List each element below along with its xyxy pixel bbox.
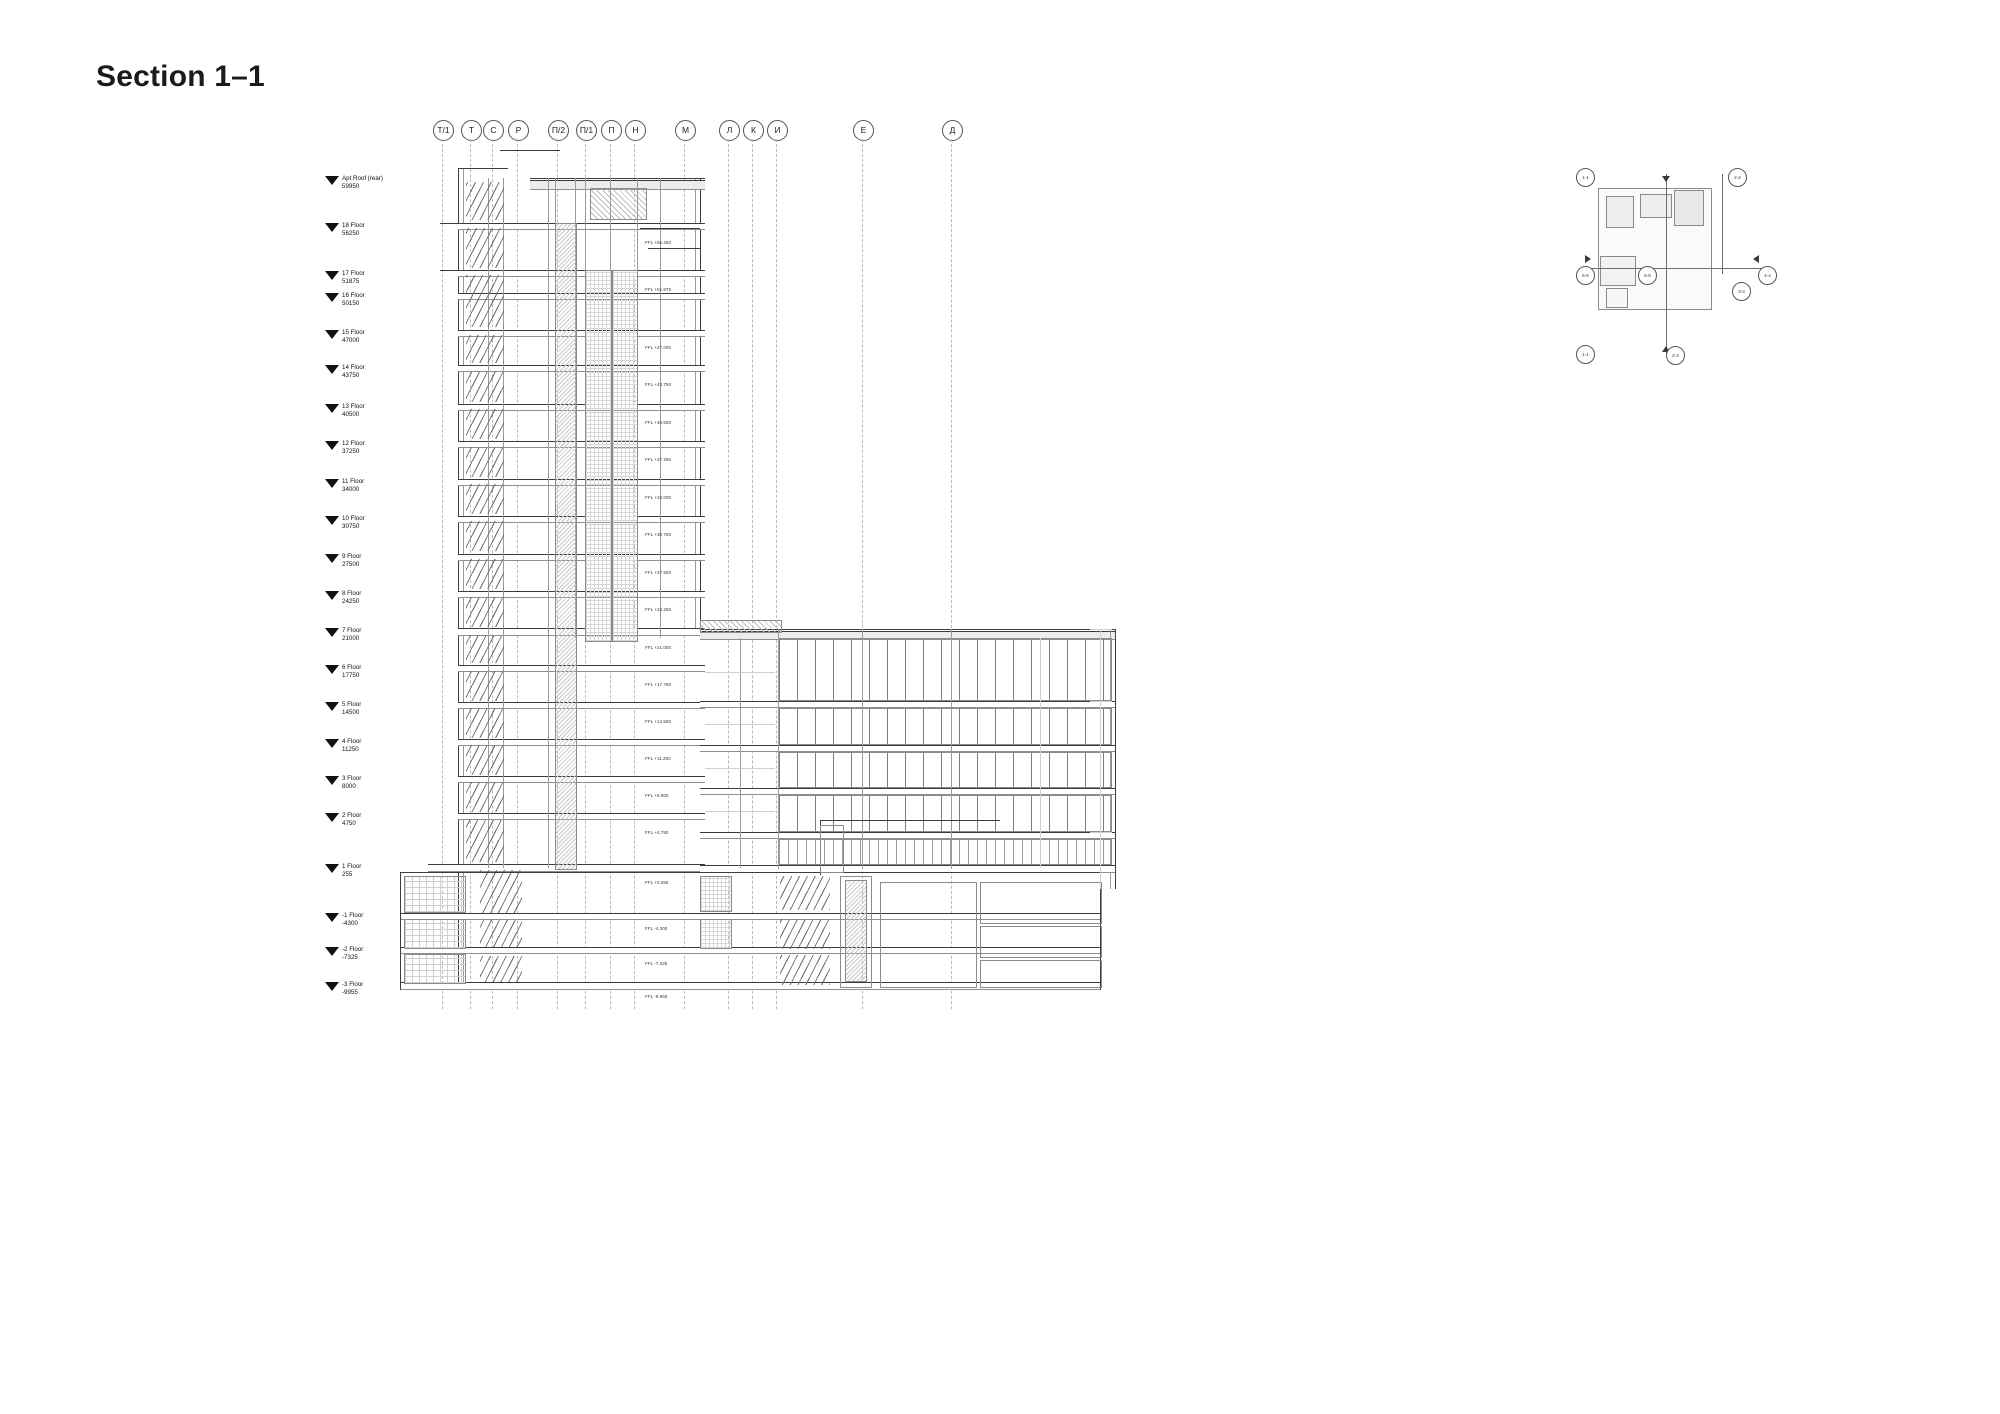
level-elevation: -7325 — [342, 953, 358, 961]
podium-roof-hatch — [700, 620, 782, 633]
level-elevation: 24250 — [342, 597, 360, 605]
grid-bubble: П — [601, 120, 622, 141]
basement-core-hatch — [845, 880, 867, 982]
dimension-tick — [1090, 629, 1112, 630]
grid-bubble: Н — [625, 120, 646, 141]
ground-line — [400, 872, 1100, 873]
podium-partition — [862, 629, 863, 869]
level-name: -2 Floor — [342, 946, 364, 953]
ceiling-line — [705, 811, 775, 812]
podium-partition — [1040, 638, 1041, 868]
note-tag: FFL +51.875 — [645, 287, 672, 292]
basement-shaft — [700, 876, 732, 912]
canopy — [640, 228, 700, 229]
stair-flight — [480, 870, 522, 914]
note-tag: FFL -9.955 — [645, 994, 668, 999]
level-name: 10 Floor — [342, 515, 365, 522]
level-elevation: -9955 — [342, 988, 358, 996]
note-tag: FFL +43.750 — [645, 382, 672, 387]
stair-flight — [466, 708, 504, 738]
stair-flight — [466, 782, 504, 812]
section-arrow-icon — [1753, 255, 1759, 263]
level-arrow-icon — [325, 330, 339, 339]
stair-flight — [466, 275, 504, 327]
grid-bubble: Р — [508, 120, 529, 141]
roof-slab — [530, 178, 705, 179]
level-arrow-icon — [325, 702, 339, 711]
dimension-tick — [1090, 701, 1112, 702]
level-name: 4 Floor — [342, 738, 362, 745]
level-name: 14 Floor — [342, 364, 365, 371]
grid-bubble: И — [767, 120, 788, 141]
note-tag: FFL +4.750 — [645, 830, 669, 835]
note-tag: FFL +30.750 — [645, 532, 672, 537]
level-arrow-icon — [325, 739, 339, 748]
tower-partition — [660, 178, 661, 638]
level-marker — [325, 664, 361, 679]
note-tag: FFL +40.500 — [645, 420, 672, 425]
level-name: 6 Floor — [342, 664, 362, 671]
grid-bubble: Е — [853, 120, 874, 141]
podium-partition — [951, 629, 952, 869]
grid-bubble: П/2 — [548, 120, 569, 141]
level-arrow-icon — [325, 982, 339, 991]
level-markers — [325, 120, 435, 1220]
podium-floor-slab — [700, 832, 1115, 839]
note-tag: FFL +21.000 — [645, 645, 672, 650]
note-tag: FFL +17.750 — [645, 682, 672, 687]
level-name: 15 Floor — [342, 329, 365, 336]
note-tag: FFL +8.000 — [645, 793, 669, 798]
basement-fill — [404, 876, 466, 913]
grid-line — [776, 139, 777, 1009]
note-tag: FFL +24.250 — [645, 607, 672, 612]
curtain-wall-glazing — [778, 708, 1112, 745]
parapet-line — [500, 150, 560, 151]
level-elevation: 8000 — [342, 782, 356, 790]
level-marker — [325, 515, 365, 530]
level-name: 17 Floor — [342, 270, 365, 277]
level-marker — [325, 738, 361, 753]
level-marker — [325, 403, 365, 418]
basement-room — [980, 926, 1102, 958]
level-elevation: 4750 — [342, 819, 356, 827]
page-title: Section 1–1 — [96, 60, 265, 93]
stair-flight — [466, 447, 504, 477]
key-plan-frame — [1570, 160, 1770, 390]
key-plan-marker: 2-2 — [1666, 346, 1685, 365]
section-arrow-icon — [1585, 255, 1591, 263]
level-arrow-icon — [325, 441, 339, 450]
floor-slab — [458, 813, 705, 820]
grid-bubble: Д — [942, 120, 963, 141]
level-elevation: 47000 — [342, 336, 360, 344]
podium-floor-slab — [700, 701, 1115, 708]
grid-line — [951, 139, 952, 1009]
podium-partition — [778, 629, 779, 869]
level-elevation: 21000 — [342, 634, 360, 642]
level-arrow-icon — [325, 947, 339, 956]
note-tag: FFL +56.250 — [645, 240, 672, 245]
basement-fill — [404, 919, 466, 949]
balcony-slab — [440, 270, 462, 271]
key-plan-section-line — [1666, 174, 1667, 354]
level-elevation: 51875 — [342, 277, 360, 285]
key-plan-marker: 1-1 — [1576, 345, 1595, 364]
level-name: 9 Floor — [342, 553, 362, 560]
stair-flight — [466, 745, 504, 775]
lift-shaft — [585, 270, 612, 642]
stair-flight — [466, 559, 504, 589]
key-plan-block — [1600, 256, 1636, 286]
ceiling-line — [705, 672, 775, 673]
ceiling-line — [705, 724, 775, 725]
level-elevation: 50150 — [342, 299, 360, 307]
note-tag: FFL +0.255 — [645, 880, 669, 885]
level-arrow-icon — [325, 665, 339, 674]
level-marker — [325, 627, 361, 642]
roof-line — [458, 168, 508, 169]
basement-room — [880, 882, 977, 988]
curtain-wall-glazing — [778, 638, 1112, 701]
level-marker — [325, 701, 361, 716]
stair-flight — [466, 484, 504, 514]
level-marker — [325, 553, 361, 568]
basement-wall-left — [400, 872, 401, 990]
grid-bubble: Т/1 — [433, 120, 454, 141]
dimension-line — [1100, 629, 1101, 889]
level-name: 2 Floor — [342, 812, 362, 819]
level-elevation: 34000 — [342, 485, 360, 493]
grid-bubble: П/1 — [576, 120, 597, 141]
ceiling-line — [705, 768, 775, 769]
level-marker — [325, 981, 363, 996]
level-marker — [325, 292, 365, 307]
stair-flight — [466, 521, 504, 551]
lobby-shaft — [820, 825, 844, 873]
key-plan-section-line — [1722, 174, 1723, 274]
section-arrow-icon — [1662, 176, 1670, 182]
level-arrow-icon — [325, 628, 339, 637]
level-elevation: 255 — [342, 870, 353, 878]
key-plan — [1570, 160, 1770, 390]
stair-flight — [466, 228, 504, 268]
level-marker — [325, 440, 365, 455]
roof-plant-hatch — [590, 188, 647, 220]
level-elevation: 30750 — [342, 522, 360, 530]
key-plan-marker: 1-1 — [1576, 168, 1595, 187]
grid-line — [752, 139, 753, 1009]
tower-partition — [548, 178, 549, 868]
grid-bubble: Л — [719, 120, 740, 141]
level-arrow-icon — [325, 776, 339, 785]
level-elevation: 14500 — [342, 708, 360, 716]
grid-bubble: М — [675, 120, 696, 141]
key-plan-block — [1606, 196, 1634, 228]
key-plan-marker: 6-6 — [1576, 266, 1595, 285]
podium-floor-slab — [700, 788, 1115, 795]
note-tag: FFL -7.325 — [645, 961, 668, 966]
level-name: Apt Roof (rear) — [342, 175, 383, 182]
level-arrow-icon — [325, 813, 339, 822]
level-name: 5 Floor — [342, 701, 362, 708]
level-marker — [325, 329, 365, 344]
note-tag: FFL -4.300 — [645, 926, 668, 931]
level-name: -3 Floor — [342, 981, 364, 988]
level-arrow-icon — [325, 404, 339, 413]
level-marker — [325, 812, 361, 827]
key-plan-marker: 4-4 — [1758, 266, 1777, 285]
key-plan-block — [1640, 194, 1672, 218]
level-marker — [325, 270, 365, 285]
basement-ramp — [780, 955, 830, 985]
level-arrow-icon — [325, 516, 339, 525]
podium-right-wall — [1115, 629, 1116, 889]
basement-room — [980, 960, 1102, 988]
level-elevation: 17750 — [342, 671, 360, 679]
note-tag: FFL +11.250 — [645, 756, 671, 761]
level-arrow-icon — [325, 591, 339, 600]
level-name: 8 Floor — [342, 590, 362, 597]
stair-flight — [466, 409, 504, 439]
level-name: 1 Floor — [342, 863, 362, 870]
key-plan-block — [1606, 288, 1628, 308]
stair-flight — [466, 182, 504, 220]
stair-flight — [466, 372, 504, 402]
level-arrow-icon — [325, 223, 339, 232]
level-elevation: -4300 — [342, 919, 358, 927]
stair-flight — [466, 820, 504, 862]
level-name: 3 Floor — [342, 775, 362, 782]
level-name: 7 Floor — [342, 627, 362, 634]
section-drawing — [342, 120, 1460, 1270]
level-elevation: 43750 — [342, 371, 360, 379]
level-marker — [325, 364, 365, 379]
grid-bubble: Т — [461, 120, 482, 141]
floor-slab — [458, 365, 705, 372]
note-tag: FFL +37.250 — [645, 457, 672, 462]
stair-flight — [466, 635, 504, 663]
stair-flight — [466, 335, 504, 363]
level-elevation: 37250 — [342, 447, 360, 455]
level-arrow-icon — [325, 864, 339, 873]
level-marker — [325, 590, 361, 605]
level-name: 16 Floor — [342, 292, 365, 299]
level-elevation: 11250 — [342, 745, 359, 753]
level-name: 18 Floor — [342, 222, 365, 229]
note-tag: FFL +34.000 — [645, 495, 672, 500]
level-elevation: 40500 — [342, 410, 360, 418]
key-plan-marker: 3-3 — [1732, 282, 1751, 301]
note-tag: FFL +27.500 — [645, 570, 672, 575]
lobby-ceiling — [820, 820, 1000, 821]
level-arrow-icon — [325, 293, 339, 302]
lift-shaft — [612, 270, 638, 642]
level-arrow-icon — [325, 554, 339, 563]
stair-flight — [466, 671, 504, 701]
key-plan-marker: 2-2 — [1728, 168, 1747, 187]
level-marker — [325, 775, 361, 790]
stair-flight — [466, 597, 504, 627]
basement-room — [980, 882, 1102, 924]
core-wall-hatch — [555, 223, 577, 870]
balcony-slab — [440, 223, 462, 224]
basement-ramp — [780, 919, 830, 949]
level-arrow-icon — [325, 365, 339, 374]
key-plan-marker: 5-5 — [1638, 266, 1657, 285]
level-marker — [325, 175, 383, 190]
grid-bubble: С — [483, 120, 504, 141]
level-elevation: 27500 — [342, 560, 360, 568]
dimension-tick — [1090, 832, 1112, 833]
level-arrow-icon — [325, 479, 339, 488]
level-marker — [325, 478, 364, 493]
level-arrow-icon — [325, 176, 339, 185]
key-plan-block — [1674, 190, 1704, 226]
basement-ramp — [780, 876, 830, 910]
note-tag: FFL +14.500 — [645, 719, 672, 724]
basement-fill — [404, 954, 466, 984]
level-name: 11 Floor — [342, 478, 365, 485]
canopy — [648, 248, 700, 249]
grid-bubble: К — [743, 120, 764, 141]
key-plan-section-line — [1582, 268, 1762, 269]
level-marker — [325, 863, 361, 878]
curtain-wall-glazing — [778, 752, 1112, 788]
note-tag: FFL +47.000 — [645, 345, 672, 350]
level-arrow-icon — [325, 271, 339, 280]
level-arrow-icon — [325, 913, 339, 922]
level-elevation: 56250 — [342, 229, 360, 237]
basement-shaft — [700, 919, 732, 949]
level-name: 12 Floor — [342, 440, 365, 447]
podium-floor-slab — [700, 745, 1115, 752]
level-marker — [325, 946, 363, 961]
level-name: 13 Floor — [342, 403, 365, 410]
level-name: -1 Floor — [342, 912, 364, 919]
level-marker — [325, 222, 365, 237]
level-marker — [325, 912, 363, 927]
level-elevation: 59950 — [342, 182, 360, 190]
